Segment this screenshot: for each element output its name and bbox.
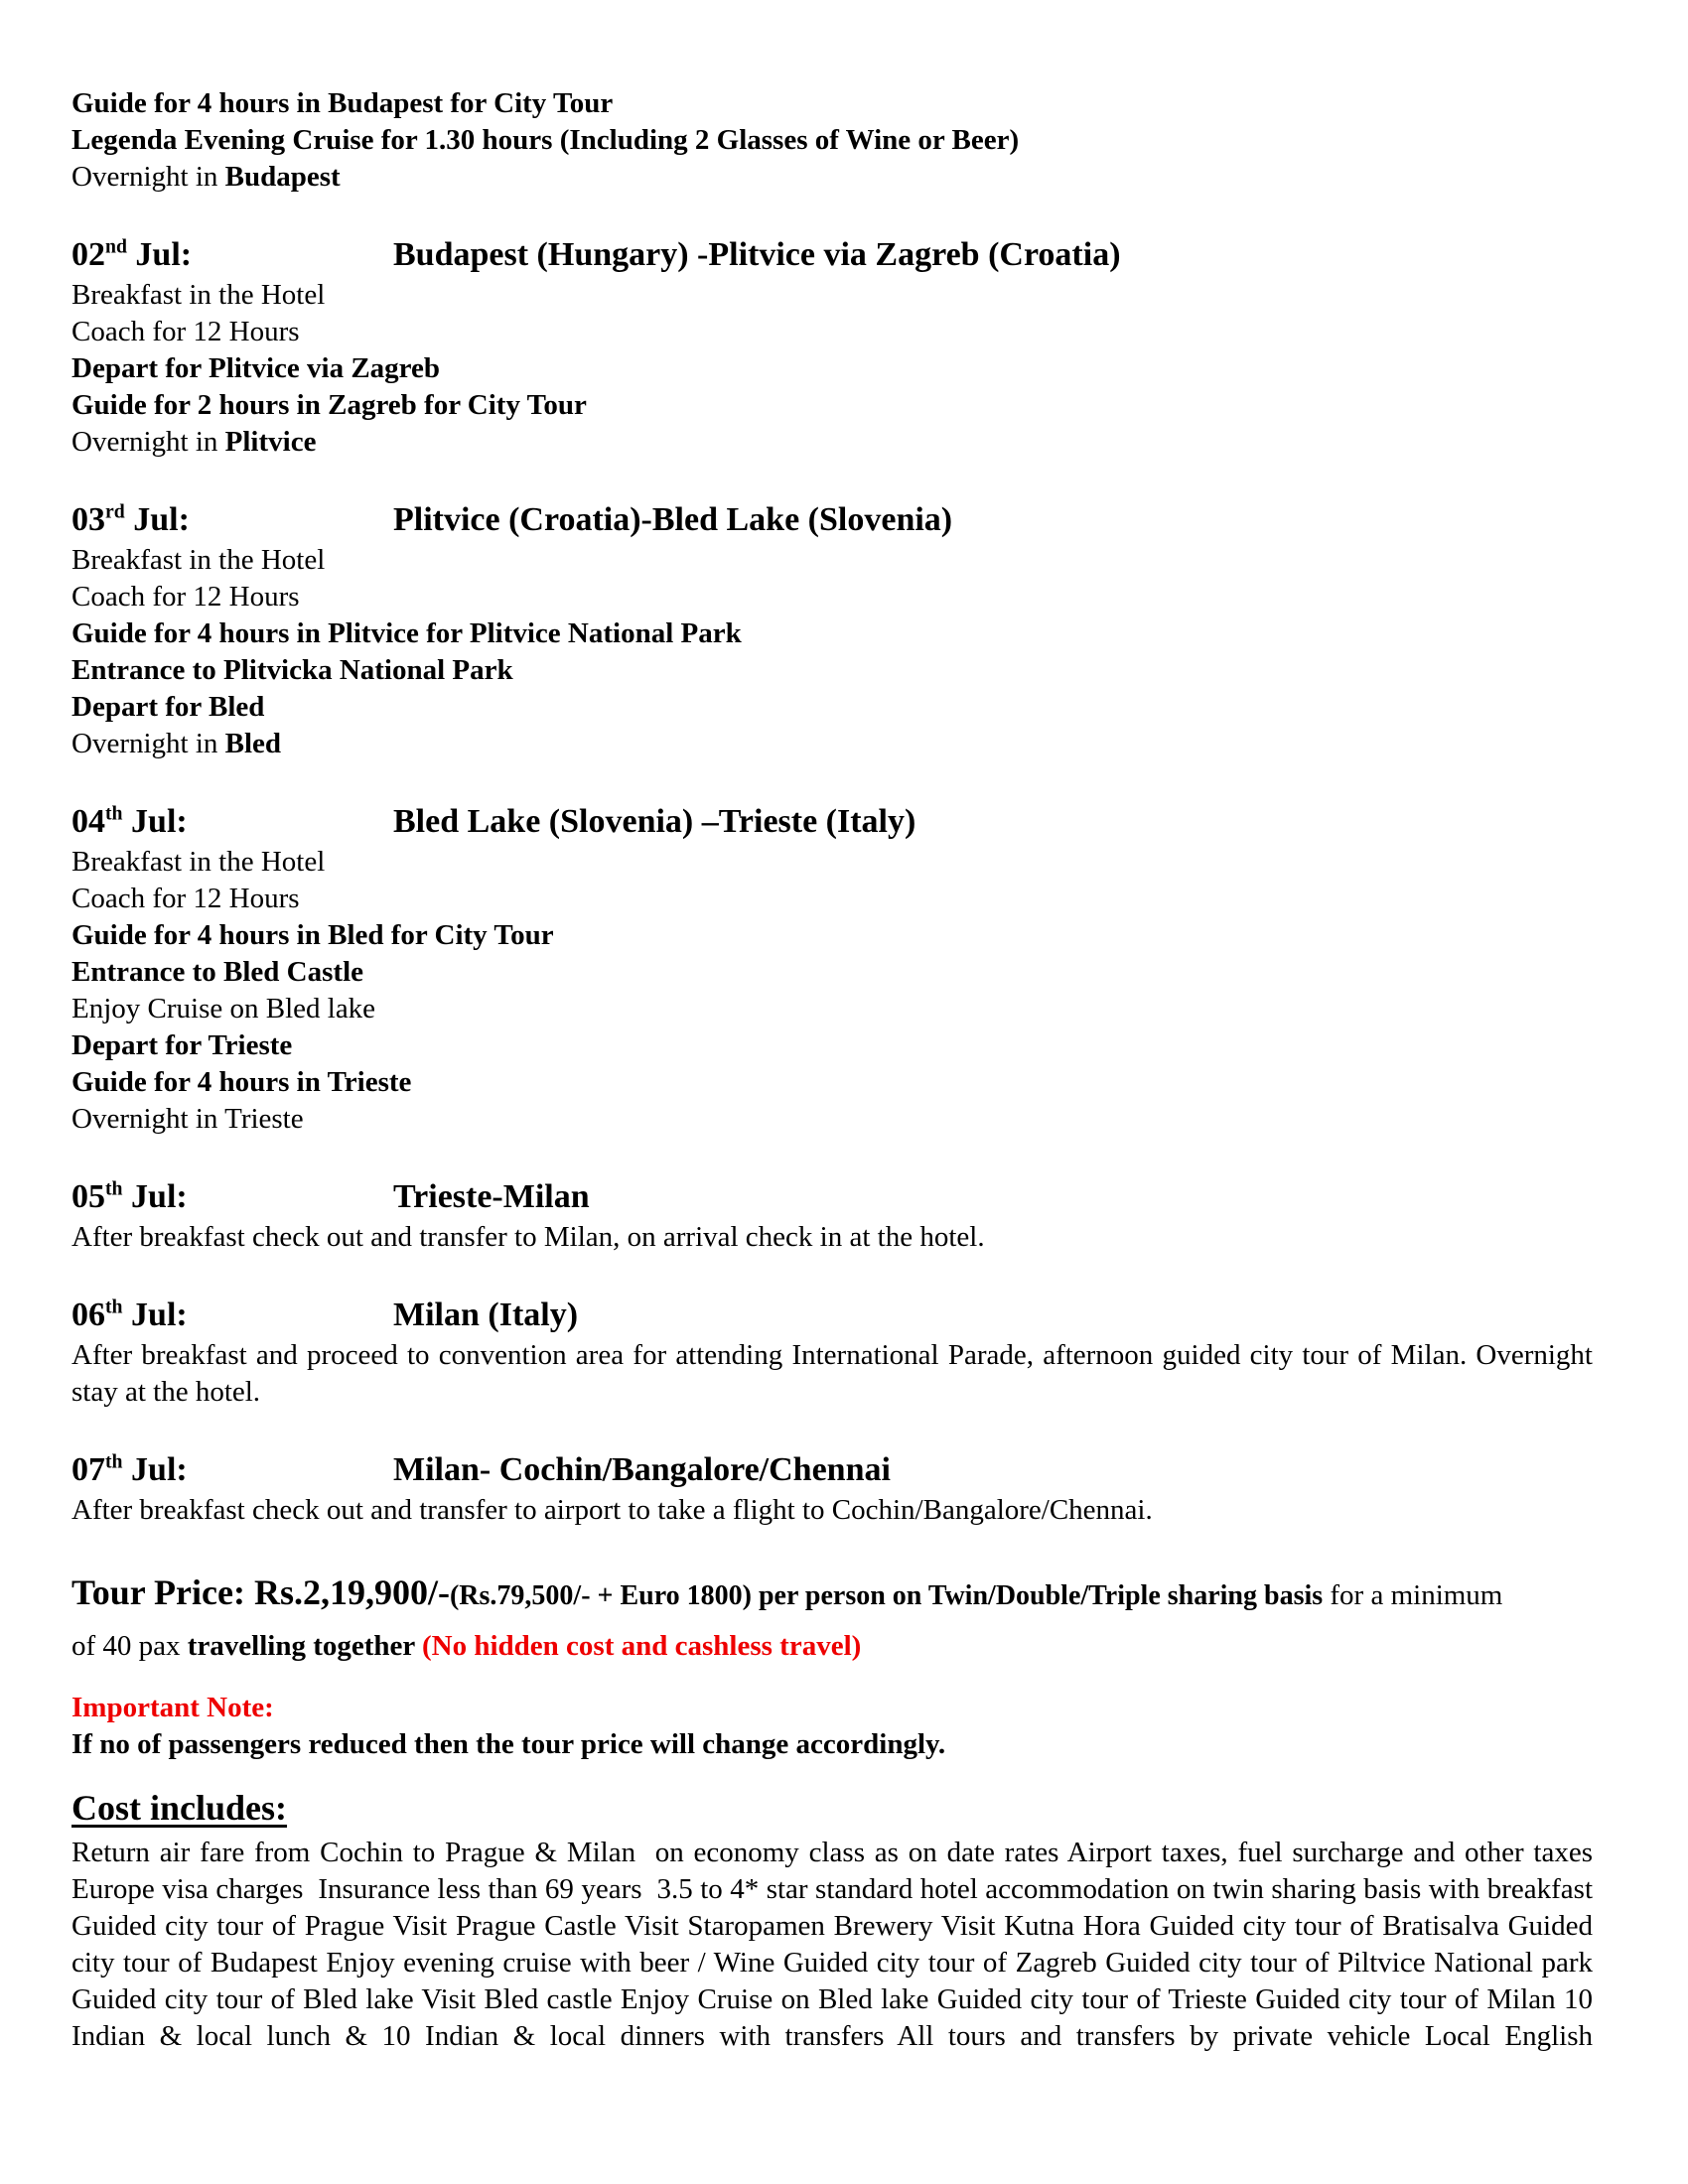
text-segment: Entrance to Bled Castle	[71, 956, 363, 988]
day-date: 02nd Jul:	[71, 235, 193, 273]
day-date: 04th Jul:	[71, 802, 188, 840]
day-date: 07th Jul:	[71, 1450, 188, 1488]
day-heading	[71, 1175, 1593, 1219]
intro-line	[71, 159, 1593, 196]
text-segment: for a minimum	[1323, 1579, 1503, 1611]
day-service-line	[71, 424, 1593, 461]
ordinal-suffix: th	[105, 1296, 123, 1318]
text-segment: Breakfast in the Hotel	[71, 544, 326, 576]
day-heading	[71, 498, 1593, 542]
ordinal-suffix: nd	[105, 235, 127, 258]
day-section-05-jul	[71, 1175, 1593, 1256]
important-note-body: If no of passengers reduced then the tour price will change accordingly.	[71, 1728, 946, 1760]
text-segment: Guide for 4 hours in Budapest for City Tour	[71, 87, 614, 119]
day-service-line	[71, 579, 1593, 615]
day-heading	[71, 800, 1593, 844]
day-service-line	[71, 917, 1593, 954]
day-section-02-jul	[71, 233, 1593, 461]
text-segment: Tour Price: Rs.2,19,900/-	[71, 1572, 450, 1612]
ordinal-suffix: th	[105, 1177, 123, 1200]
day-title: Plitvice (Croatia)-Bled Lake (Slovenia)	[393, 501, 953, 538]
ordinal-suffix: th	[105, 802, 123, 825]
day-service-line	[71, 726, 1593, 762]
day-section-04-jul	[71, 800, 1593, 1138]
day-service-line	[71, 387, 1593, 424]
day-service-line	[71, 954, 1593, 991]
day-title: Milan (Italy)	[393, 1297, 579, 1333]
text-segment: Coach for 12 Hours	[71, 316, 300, 347]
day-service-line	[71, 881, 1593, 917]
day-service-line	[71, 277, 1593, 314]
day-heading	[71, 233, 1593, 277]
text-segment: Legenda Evening Cruise for 1.30 hours (Including 2 Glasses of Wine or Beer)	[71, 124, 1020, 156]
text-segment: Breakfast in the Hotel	[71, 279, 326, 311]
text-segment: Bled	[224, 728, 282, 759]
day-service-line	[71, 844, 1593, 881]
text-segment: Depart for Plitvice via Zagreb	[71, 352, 441, 384]
tour-price-block	[71, 1567, 1593, 1666]
ordinal-suffix: th	[105, 1450, 123, 1473]
intro-line	[71, 122, 1593, 159]
day-service-line	[71, 689, 1593, 726]
day-heading	[71, 1448, 1593, 1492]
day-title: Trieste-Milan	[393, 1178, 590, 1215]
text-segment: Guide for 2 hours in Zagreb for City Tour	[71, 389, 587, 421]
itinerary-days	[71, 233, 1593, 1529]
day-service-line	[71, 991, 1593, 1027]
day-title: Bled Lake (Slovenia) –Trieste (Italy)	[393, 803, 916, 840]
text-segment: (Rs.79,500/- + Euro 1800) per person on Twin/Double/Triple sharing basis	[449, 1580, 1324, 1611]
day-service-line	[71, 1027, 1593, 1064]
day-date: 06th Jul:	[71, 1296, 188, 1333]
day-service-line	[71, 350, 1593, 387]
text-segment: Plitvice	[224, 426, 317, 458]
ordinal-suffix: rd	[105, 500, 125, 523]
important-note-heading: Important Note:	[71, 1692, 274, 1723]
text-segment: Entrance to Plitvicka National Park	[71, 654, 513, 686]
day-service-line	[71, 1064, 1593, 1101]
text-segment: Guide for 4 hours in Bled for City Tour	[71, 919, 554, 951]
day-paragraph: After breakfast check out and transfer to Milan, on arrival check in at the hotel.	[71, 1221, 985, 1253]
day-section-07-jul	[71, 1448, 1593, 1529]
important-note-block	[71, 1690, 1593, 1763]
text-segment: Enjoy Cruise on Bled lake	[71, 993, 376, 1024]
text-segment: Guide for 4 hours in Plitvice for Plitvice National Park	[71, 617, 742, 649]
day-title: Milan- Cochin/Bangalore/Chennai	[393, 1451, 891, 1488]
day-heading	[71, 1294, 1593, 1337]
cost-includes-heading: Cost includes:	[71, 1788, 288, 1828]
text-segment: Budapest	[224, 161, 341, 193]
text-segment: Depart for Trieste	[71, 1029, 293, 1061]
text-segment: of 40 pax	[71, 1630, 188, 1662]
day-paragraph: After breakfast check out and transfer to airport to take a flight to Cochin/Bangalore/Chennai.	[71, 1494, 1153, 1526]
day-service-line	[71, 542, 1593, 579]
text-segment: Overnight in	[71, 728, 225, 759]
day-paragraph: After breakfast and proceed to convention area for attending International Parade, afternoon guided city tour of Milan. Overnight stay at the hotel.	[71, 1339, 1593, 1408]
tour-price-line-2	[71, 1626, 1593, 1666]
day-section-03-jul	[71, 498, 1593, 762]
day-date: 03rd Jul:	[71, 500, 190, 538]
text-segment: Overnight in Trieste	[71, 1103, 304, 1135]
text-segment: Coach for 12 Hours	[71, 883, 300, 914]
tour-price-line-1	[71, 1567, 1593, 1626]
text-segment: Overnight in	[71, 426, 225, 458]
day-section-06-jul	[71, 1294, 1593, 1411]
text-segment: Depart for Bled	[71, 691, 265, 723]
text-segment: travelling together	[187, 1630, 423, 1662]
day-title: Budapest (Hungary) -Plitvice via Zagreb (Croatia)	[393, 236, 1121, 273]
highlight-red-text: (No hidden cost and cashless travel)	[422, 1630, 862, 1662]
cost-includes-block	[71, 1783, 1593, 2055]
day-service-line	[71, 1101, 1593, 1138]
text-segment: Breakfast in the Hotel	[71, 846, 326, 878]
day-service-line	[71, 652, 1593, 689]
text-segment: Overnight in	[71, 161, 225, 193]
intro-line	[71, 85, 1593, 122]
cost-includes-body: Return air fare from Cochin to Prague & Milan on economy class as on date rates Airport taxes, fuel surcharge and other taxes Europe visa charges Insurance less than 69 years 3.5 to 4* star standard hotel accommodation on twin sharing basis with breakfast Guided city tour of Prague Visit Prague Castle Visit Staropamen Brewery Visit Kutna Hora Guided city tour of Bratisalva Guided city tour of Budapest Enjoy evening cruise with beer / Wine Guided city tour of Zagreb Guided city tour of Piltvice National park Guided city tour of Bled lake Visit Bled castle Enjoy Cruise on Bled lake Guided city tour of Trieste Guided city tour of Milan 10 Indian & local lunch & 10 Indian & local dinners with transfers All tours and transfers by private vehicle Local English	[71, 1837, 1593, 2052]
day-date: 05th Jul:	[71, 1177, 188, 1215]
day-service-line	[71, 314, 1593, 350]
text-segment: Guide for 4 hours in Trieste	[71, 1066, 412, 1098]
intro-block	[71, 85, 1593, 196]
day-service-line	[71, 615, 1593, 652]
text-segment: Coach for 12 Hours	[71, 581, 300, 613]
